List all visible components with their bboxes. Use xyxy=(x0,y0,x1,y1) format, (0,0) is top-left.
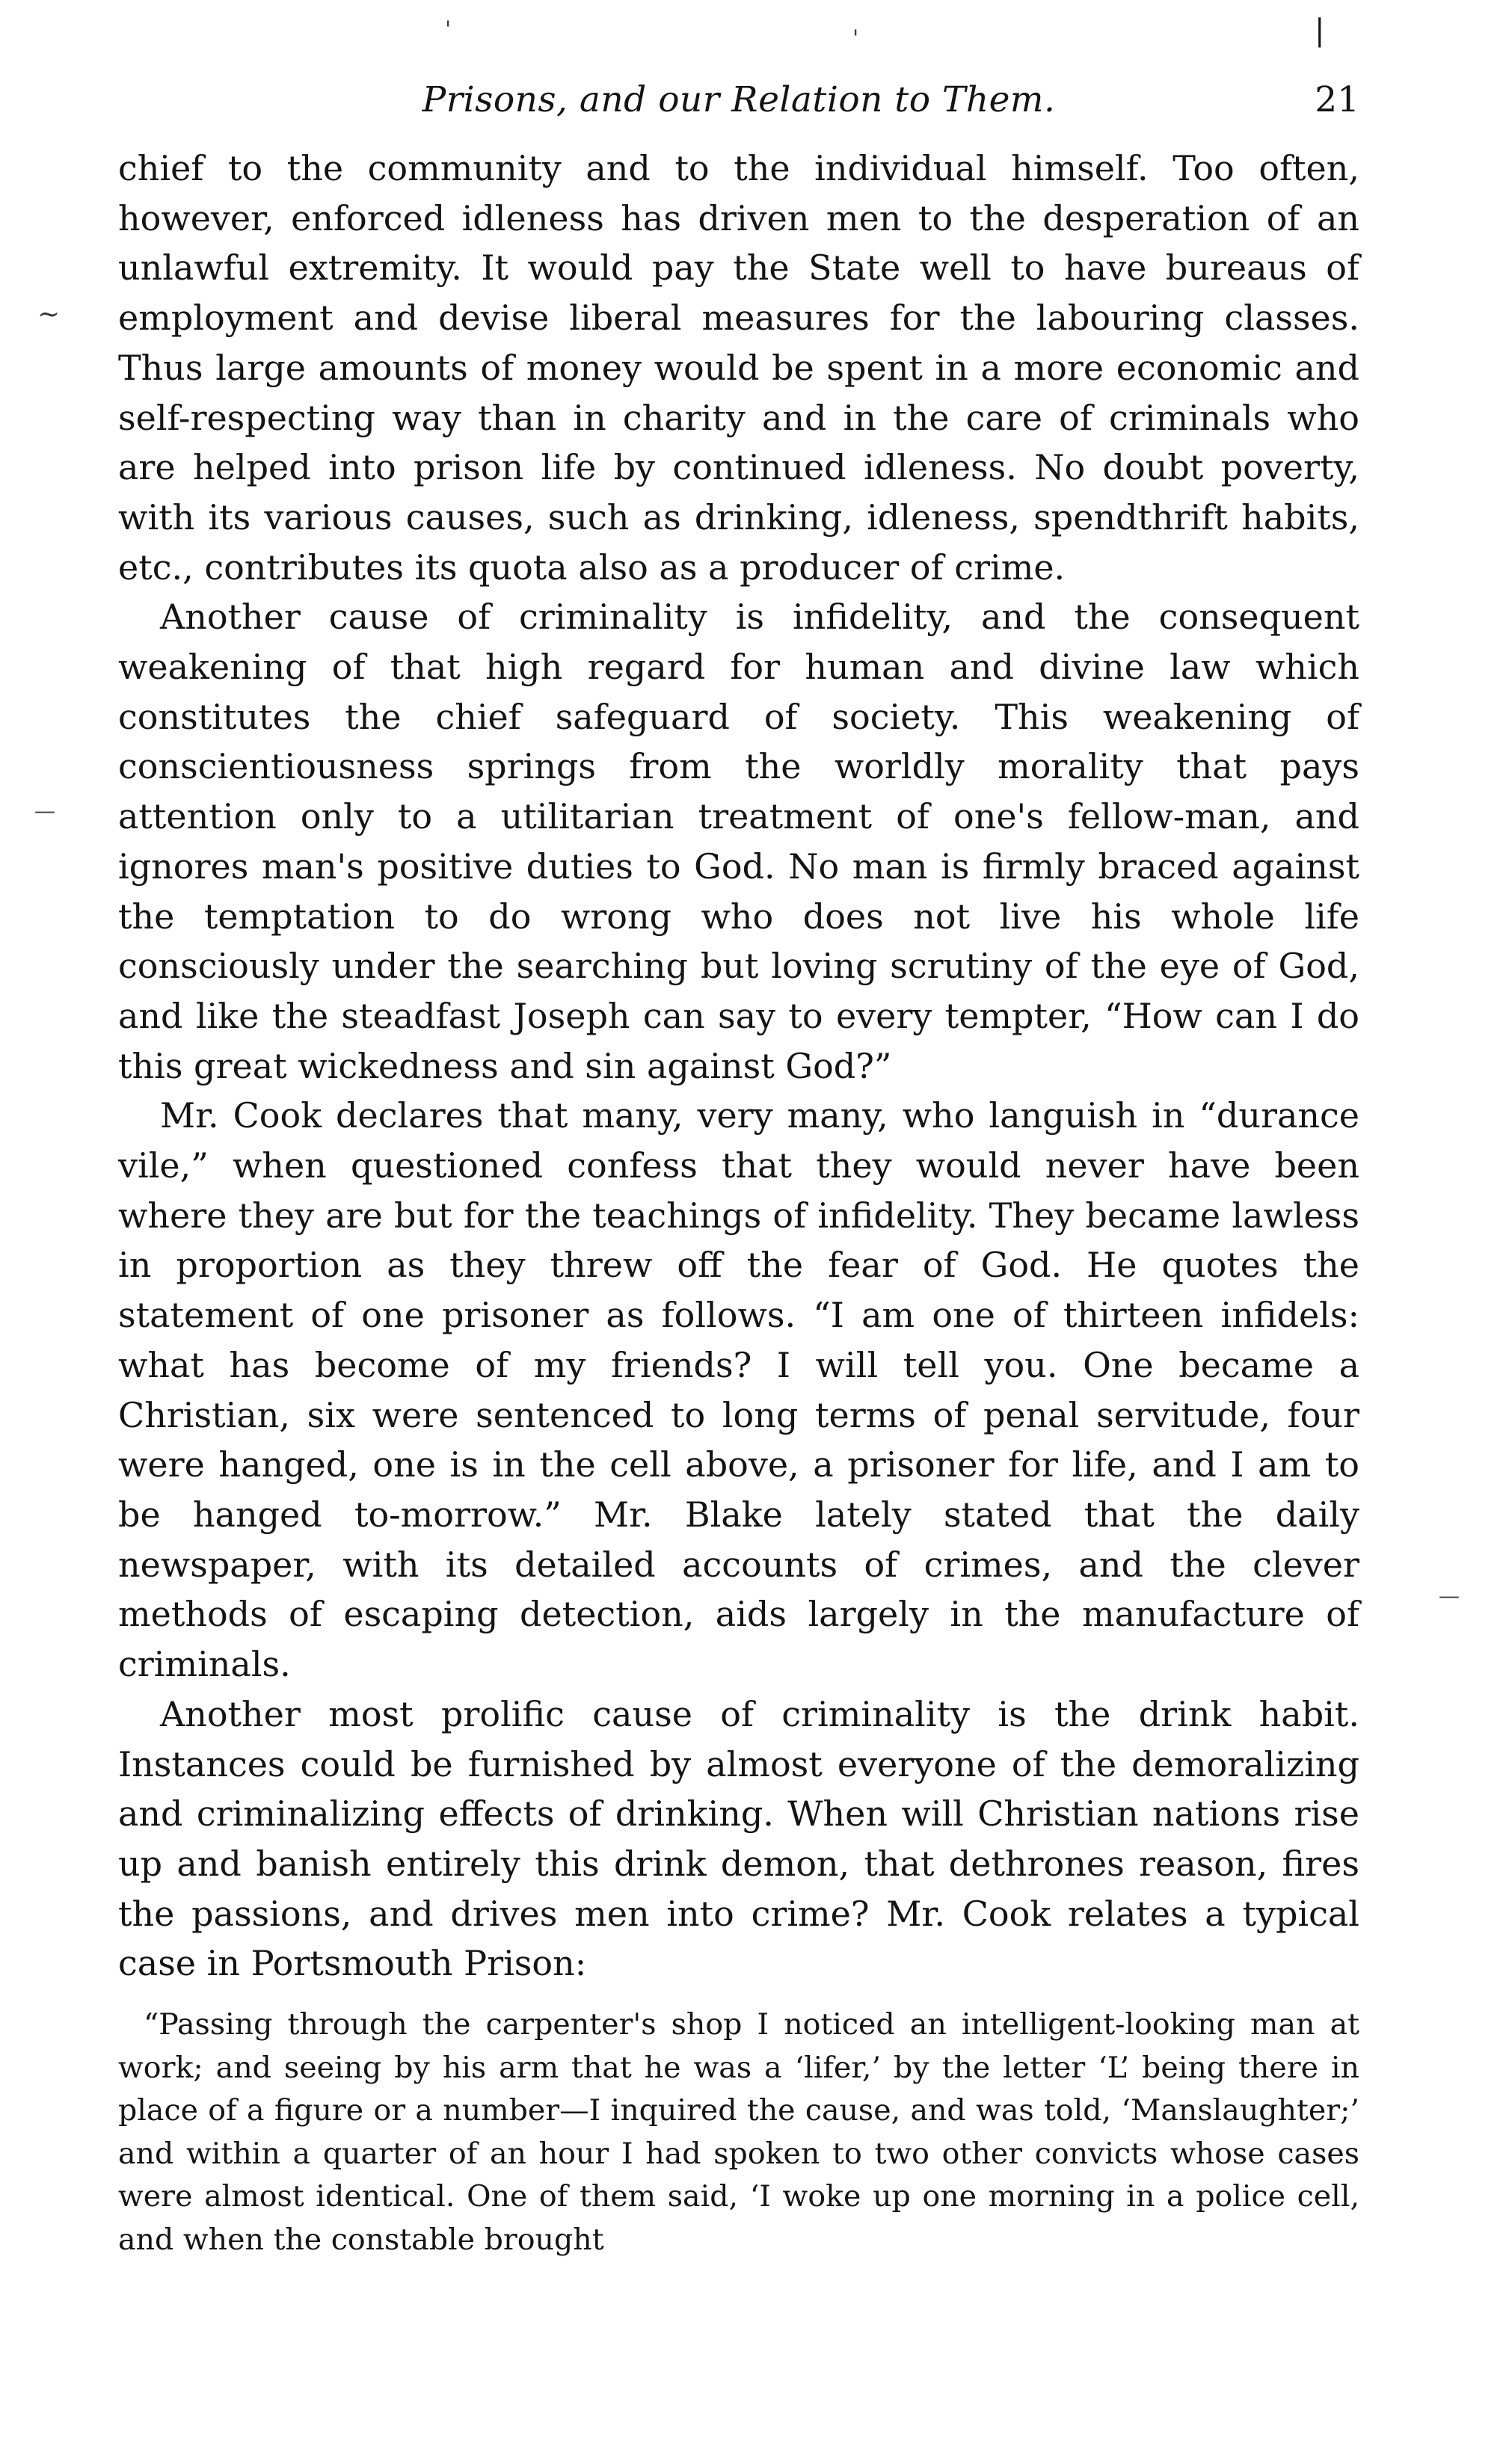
margin-mark: ~ xyxy=(37,299,61,330)
paragraph: Mr. Cook declares that many, very many, who languish in “durance vile,” when questioned confess that they would never have been where they are but for the teachings of infidelity. They became lawless in proportion as they threw off the fear of God. He quotes the statement of one prisoner as follows. “I am one of thirteen infidels: what has become of my friends? I will tell you. One became a Christian, six were sentenced to long terms of penal servitude, four were hanged, one is in the cell above, a prisoner for life, and I am to be hanged to-morrow.” Mr. Blake lately stated that the daily newspaper, with its detailed accounts of crimes, and the clever methods of escaping detection, aids largely in the manufacture of criminals. xyxy=(118,1095,1359,1685)
quote-text: “Passing through the carpenter's shop I noticed an intelligent-looking man at work; and seeing by his arm that he was a ‘lifer,’ by the letter ‘L’ being there in place of a figure or a number—I inquired the cause, and was told, ‘Manslaughter;’ and within a quarter of an hour I had spoken to two other convicts whose cases were almost identical. One of them said, ‘I woke up one morning in a police cell, and when the constable brought xyxy=(118,2007,1359,2257)
page-number: 21 xyxy=(1315,79,1359,120)
margin-mark: — xyxy=(34,798,55,823)
page-header xyxy=(118,75,1359,144)
margin-mark: ' xyxy=(445,16,452,43)
running-title: Prisons, and our Relation to Them. xyxy=(422,79,1056,120)
margin-mark: ' xyxy=(852,25,859,52)
block-quote xyxy=(118,2003,1359,2261)
margin-mark: | xyxy=(1315,13,1325,48)
paragraph: chief to the community and to the individual himself. Too often, however, enforced idleness has driven men to the desperation of an unlawful extremity. It would pay the State well to have bureaus of employment and devise liberal measures for the labouring classes. Thus large amounts of money would be spent in a more economic and self-respecting way than in charity and in the care of criminals who are helped into prison life by continued idleness. No doubt poverty, with its various causes, such as drinking, idleness, spendthrift habits, etc., contributes its quota also as a producer of crime. xyxy=(118,148,1359,588)
book-page xyxy=(118,75,1359,2261)
margin-mark: — xyxy=(1439,1583,1460,1608)
paragraph: Another most prolific cause of criminality is the drink habit. Instances could be furnished by almost everyone of the demoralizing and criminalizing effects of drinking. When will Christian nations rise up and banish entirely this drink demon, that dethrones reason, fires the passions, and drives men into crime? Mr. Cook relates a typical case in Portsmouth Prison: xyxy=(118,1693,1359,1984)
paragraph: Another cause of criminality is infidelity, and the consequent weakening of that high regard for human and divine law which constitutes the chief safeguard of society. This weakening of conscientiousness springs from the worldly morality that pays attention only to a utilitarian treatment of one's fellow-man, and ignores man's positive duties to God. No man is firmly braced against the temptation to do wrong who does not live his whole life consciously under the searching but loving scrutiny of the eye of God, and like the steadfast Joseph can say to every tempter, “How can I do this great wickedness and sin against God?” xyxy=(118,597,1359,1086)
body-text xyxy=(118,144,1359,1989)
